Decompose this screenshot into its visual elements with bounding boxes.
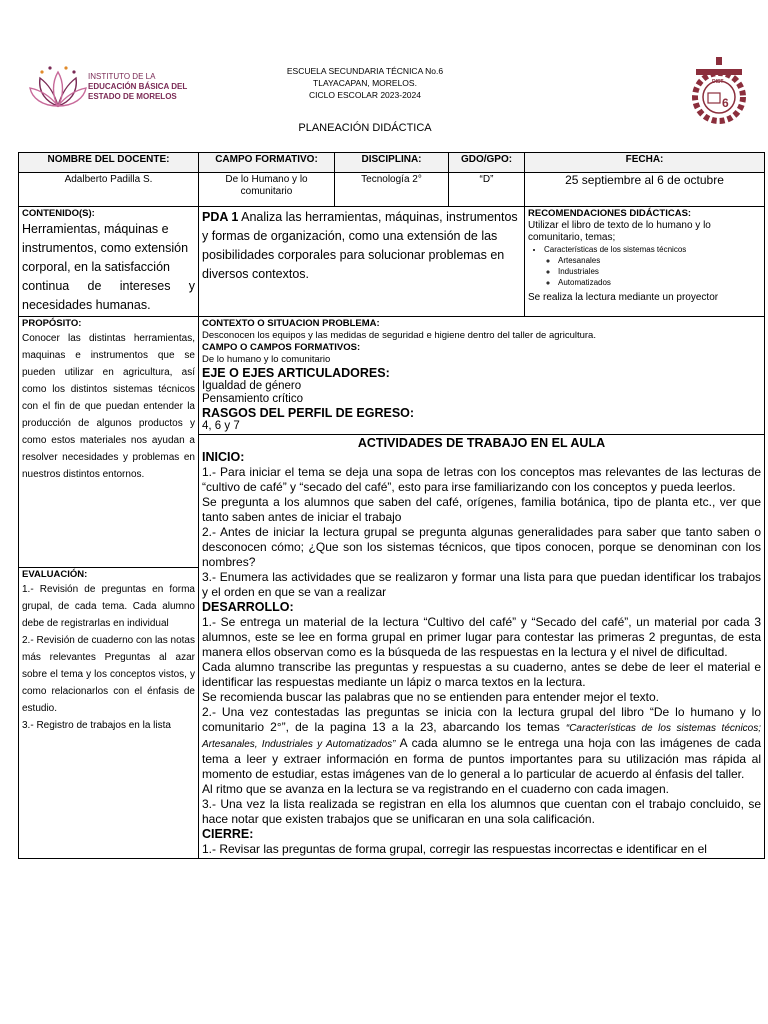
inicio-item-4: 3.- Enumera las actividades que se realizaron y formar una lista para que puedan identificar los trabajos y el orden en que se van a realizar [202, 570, 761, 599]
school-emblem [690, 55, 748, 130]
inicio-item-3: 2.- Antes de iniciar la lectura grupal se pregunta algunas generalidades para saber que tanto saben o desconocen cómo; ¿Que son los sistemas técnicos, que tipos conocen, porque se denominan con los nombres? [202, 525, 761, 569]
contexto-label: CONTEXTO O SITUACION PROBLEMA: [202, 318, 380, 329]
inicio-label: INICIO: [202, 450, 245, 464]
desarrollo-item-4: 2.- Una vez contestadas las preguntas se inicia con la lectura grupal del libro “De lo humano y lo comunitario 2°”, de la pagina 13 a la 23, abarcando los temas “Características de los sistemas técnicos; Artesanales, Industriales y Automatizados” A cada alumno se le entrega una hoja con las imágenes de cada tema a leer y extraer información en forma de puntos importantes para su utilización mas rápida al momento de estudiar, estas imágenes van de lo general a lo particular de acuerdo al énfasis del taller. [202, 705, 762, 781]
header-campo: CAMPO FORMATIVO: [199, 153, 335, 173]
recomendaciones-cell [525, 207, 765, 317]
emblem-dist-text: DIST [712, 79, 724, 85]
institute-logo [28, 62, 88, 112]
recomendaciones-label: RECOMENDACIONES DIDÁCTICAS: [528, 208, 692, 219]
evaluacion-item-2: 2.- Revisión de cuaderno con las notas más relevantes Preguntas al azar sobre el tema y los conceptos vistos, y como relacionarlos con el énfasis de estudio. [22, 635, 195, 714]
recomendaciones-bullet: • Características de los sistemas técnicos ◦ Artesanales ◦ Industriales ◦ Automatizados [544, 244, 761, 288]
sub-item-artesanales: ◦ Artesanales [558, 255, 761, 266]
desarrollo-item-5: Al ritmo que se avanza en la lectura se va registrando en el cuaderno con cada imagen. [202, 782, 669, 796]
proposito-text: Conocer las distintas herramientas, maquinas e instrumentos que se pueden utilizar en agricultura, así como los distintos sistemas técnicos con el fin de que puedan entender la producción de algunos productos y como estos materiales nos ayudan a resolver necesidades y problemas en nuestros distintos entornos. [22, 333, 195, 480]
rasgos-text: 4, 6 y 7 [202, 420, 240, 432]
contenido-text-2: continua de intereses y necesidades humanas. [22, 279, 195, 312]
school-info: ESCUELA SECUNDARIA TÉCNICA No.6 TLAYACAPAN, MORELOS. CICLO ESCOLAR 2023-2024 [286, 66, 444, 100]
pda-cell [199, 207, 525, 317]
pda-label: PDA 1 [202, 210, 239, 224]
header-disciplina: DISCIPLINA: [335, 153, 449, 173]
emblem-number: 6 [722, 96, 729, 110]
proposito-box [19, 317, 198, 568]
evaluacion-label: EVALUACIÓN: [22, 569, 88, 580]
desarrollo-item-6: 3.- Una vez la lista realizada se registran en ella los alumnos que cuentan con el trabajo concluido, se hace notar que existen trabajos que se unificaran en una sola calificación. [202, 797, 761, 826]
contexto-box [199, 317, 764, 434]
sub-item-industriales: ◦ Industriales [558, 266, 761, 277]
desarrollo-label: DESARROLLO: [202, 600, 294, 614]
values-row [19, 173, 765, 207]
body-row [19, 317, 765, 859]
sub-item-automatizados: ◦ Automatizados [558, 277, 761, 288]
evaluacion-item-3: 3.- Registro de trabajos en la lista [22, 720, 171, 731]
eje-item-2: Pensamiento crítico [202, 393, 303, 405]
evaluacion-box [19, 568, 198, 735]
ejes-label: EJE O EJES ARTICULADORES: [202, 366, 390, 380]
proposito-label: PROPÓSITO: [22, 318, 82, 329]
header-fecha: FECHA: [525, 153, 765, 173]
inicio-item-2: Se pregunta a los alumnos que saben del café, orígenes, familia botánica, tipo de planta etc., ver que tanto saben antes de iniciar el trabajo [202, 495, 761, 524]
recomendaciones-intro: Utilizar el libro de texto de lo humano y lo comunitario, temas; [528, 220, 711, 243]
cierre-label: CIERRE: [202, 827, 254, 841]
cierre-item-1: 1.- Revisar las preguntas de forma grupal, corregir las respuestas incorrectas e identificar en el [202, 842, 707, 856]
actividades-box [199, 434, 764, 858]
institute-name: INSTITUTO DE LA EDUCACIÓN BÁSICA DEL ESTADO DE MORELOS [88, 72, 188, 101]
campos-text: De lo humano y lo comunitario [202, 354, 331, 365]
contexto-text: Desconocen los equipos y las medidas de seguridad e higiene dentro del taller de agricultura. [202, 330, 596, 341]
left-column [19, 317, 199, 859]
page-title: PLANEACIÓN DIDÁCTICA [298, 122, 432, 134]
evaluacion-item-1: 1.- Revisión de preguntas en forma grupal, de cada tema. Cada alumno debe de registrarlas en individual [22, 584, 195, 629]
eje-item-1: Igualdad de género [202, 380, 302, 392]
right-column [199, 317, 765, 859]
inicio-item-1: 1.- Para iniciar el tema se deja una sopa de letras con los conceptos mas relevantes de las lecturas de “cultivo de café” y “secado del café”, esto para irse familiarizando con los conceptos y pueda leerlos. [202, 465, 761, 494]
desarrollo-item-2: Cada alumno transcribe las preguntas y respuestas a su cuaderno, antes se debe de leer el material e identificar las respuestas mediante un lápiz o marca textos en la lectura. [202, 660, 761, 689]
contenido-row [19, 207, 765, 317]
desarrollo-item-3: Se recomienda buscar las palabras que no se entienden para entender mejor el texto. [202, 690, 659, 704]
campo-value: De lo Humano y lo comunitario [199, 173, 335, 207]
contenido-cell [19, 207, 199, 317]
desarrollo-item-1: 1.- Se entrega un material de la lectura “Cultivo del café” y “Secado del café”, un material por cada 3 alumnos, este se lee en forma grupal en primer lugar para contestar las primeras 2 preguntas, de esta manera ellos observan como es la búsqueda de las respuestas en la lectura y el nivel de dificultad. [202, 615, 761, 659]
contenido-label: CONTENIDO(S): [22, 208, 95, 219]
fecha-value: 25 septiembre al 6 de octubre [525, 173, 765, 207]
docente-value: Adalberto Padilla S. [19, 173, 199, 207]
header-row [19, 153, 765, 173]
recomendaciones-outro: Se realiza la lectura mediante un proyector [528, 292, 719, 303]
rasgos-label: RASGOS DEL PERFIL DE EGRESO: [202, 406, 415, 420]
header-grado: GDO/GPO: [449, 153, 525, 173]
campos-label: CAMPO O CAMPOS FORMATIVOS: [202, 342, 361, 353]
pda-text: Analiza las herramientas, máquinas, instrumentos y formas de organización, como una extensión de las posibilidades corporales para solucionar problemas en diversos contextos. [202, 210, 518, 281]
header-docente: NOMBRE DEL DOCENTE: [19, 153, 199, 173]
contenido-text: Herramientas, máquinas e instrumentos, como extensión corporal, en la satisfacción [22, 222, 189, 274]
actividades-title: ACTIVIDADES DE TRABAJO EN EL AULA [357, 436, 606, 450]
planning-table [18, 152, 765, 859]
grado-value: “D” [449, 173, 525, 207]
disciplina-value: Tecnología 2° [335, 173, 449, 207]
